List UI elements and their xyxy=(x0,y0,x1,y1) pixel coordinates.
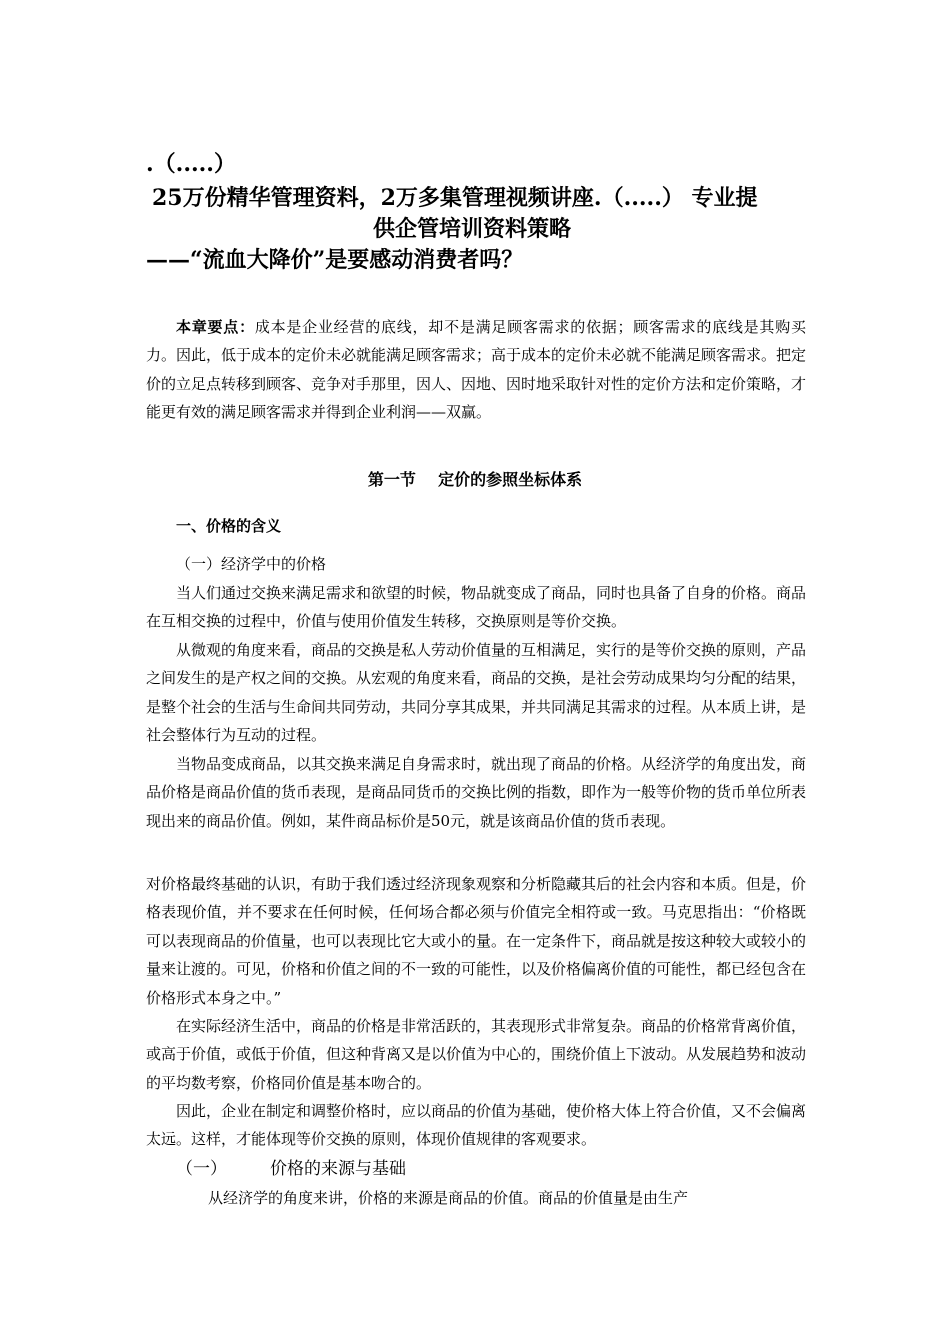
subheading-economic-price: （一）经济学中的价格 xyxy=(176,555,327,573)
paragraph: 当人们通过交换来满足需求和欲望的时候，物品就变成了商品，同时也具备了自身的价格。商品在互相交换的过程中，价值与使用价值发生转移，交换原则是等价交换。 xyxy=(146,584,807,631)
summary-lead: 本章要点： xyxy=(176,318,255,336)
paragraph: 因此，企业在制定和调整价格时，应以商品的价值为基础，使价格大体上符合价值，又不会偏离太远。这样，才能体现等价交换的原则，体现价值规律的客观要求。 xyxy=(146,1102,807,1149)
chapter-summary xyxy=(146,313,806,427)
subheading-price-source xyxy=(176,1155,406,1183)
paragraph: 在实际经济生活中，商品的价格是非常活跃的，其表现形式非常复杂。商品的价格常背离价值，或高于价值，或低于价值，但这种背离又是以价值为中心的，围绕价值上下波动。从发展趋势和波动的平均数考察，价格同价值是基本吻合的。 xyxy=(146,1017,807,1092)
header-line-2: 25万份精华管理资料，2万多集管理视频讲座.（.....） 专业提 xyxy=(152,185,758,211)
paragraph: 从微观的角度来看，商品的交换是私人劳动价值量的互相满足，实行的是等价交换的原则，产品之间发生的是产权之间的交换。从宏观的角度来看，商品的交换，是社会劳动成果均匀分配的结果，是整个社会的生活与生命间共同劳动，共同分享其成果，并共同满足其需求的过程。从本质上讲，是社会整体行为互动的过程。 xyxy=(146,641,807,745)
header-line-3: 供企管培训资料策略 xyxy=(373,216,572,242)
paragraph: 当物品变成商品，以其交换来满足自身需求时，就出现了商品的价格。从经济学的角度出发，商品价格是商品价值的货币表现，是商品同货币的交换比例的指数，即作为一般等价物的货币单位所表现出来的商品价值。例如，某件商品标价是50元，就是该商品价值的货币表现。 xyxy=(146,755,807,830)
section-title: 第一节 定价的参照坐标体系 xyxy=(367,470,583,489)
subheading-text: 价格的来源与基础 xyxy=(270,1159,406,1179)
chapter-title: ——“流血大降价”是要感动消费者吗？ xyxy=(146,247,524,273)
header-line-1: .（.....） xyxy=(146,151,236,177)
summary-text: 成本是企业经营的底线，却不是满足顾客需求的依据；顾客需求的底线是其购买力。因此，低于成本的定价未必就能满足顾客需求；高于成本的定价未必就不能满足顾客需求。把定价的立足点转移到顾客、竞争对手那里，因人、因地、因时地采取针对性的定价方法和定价策略，才能更有效的满足顾客需求并得到企业利润——双赢。 xyxy=(146,318,807,422)
subheading-price-meaning: 一、价格的含义 xyxy=(176,517,282,535)
paragraph: 从经济学的角度来讲，价格的来源是商品的价值。商品的价值量是由生产 xyxy=(208,1189,689,1207)
paragraph: 对价格最终基础的认识，有助于我们透过经济现象观察和分析隐藏其后的社会内容和本质。但是，价格表现价值，并不要求在任何时候，任何场合都必须与价值完全相符或一致。马克思指出：“价格既可以表现商品的价值量，也可以表现比它大或小的量。在一定条件下，商品就是按这种较大或较小的量来让渡的。可见，价格和价值之间的不一致的可能性，以及价格偏离价值的可能性，都已经包含在价格形式本身之中。” xyxy=(146,875,807,1007)
subheading-number: （一） xyxy=(176,1159,227,1179)
